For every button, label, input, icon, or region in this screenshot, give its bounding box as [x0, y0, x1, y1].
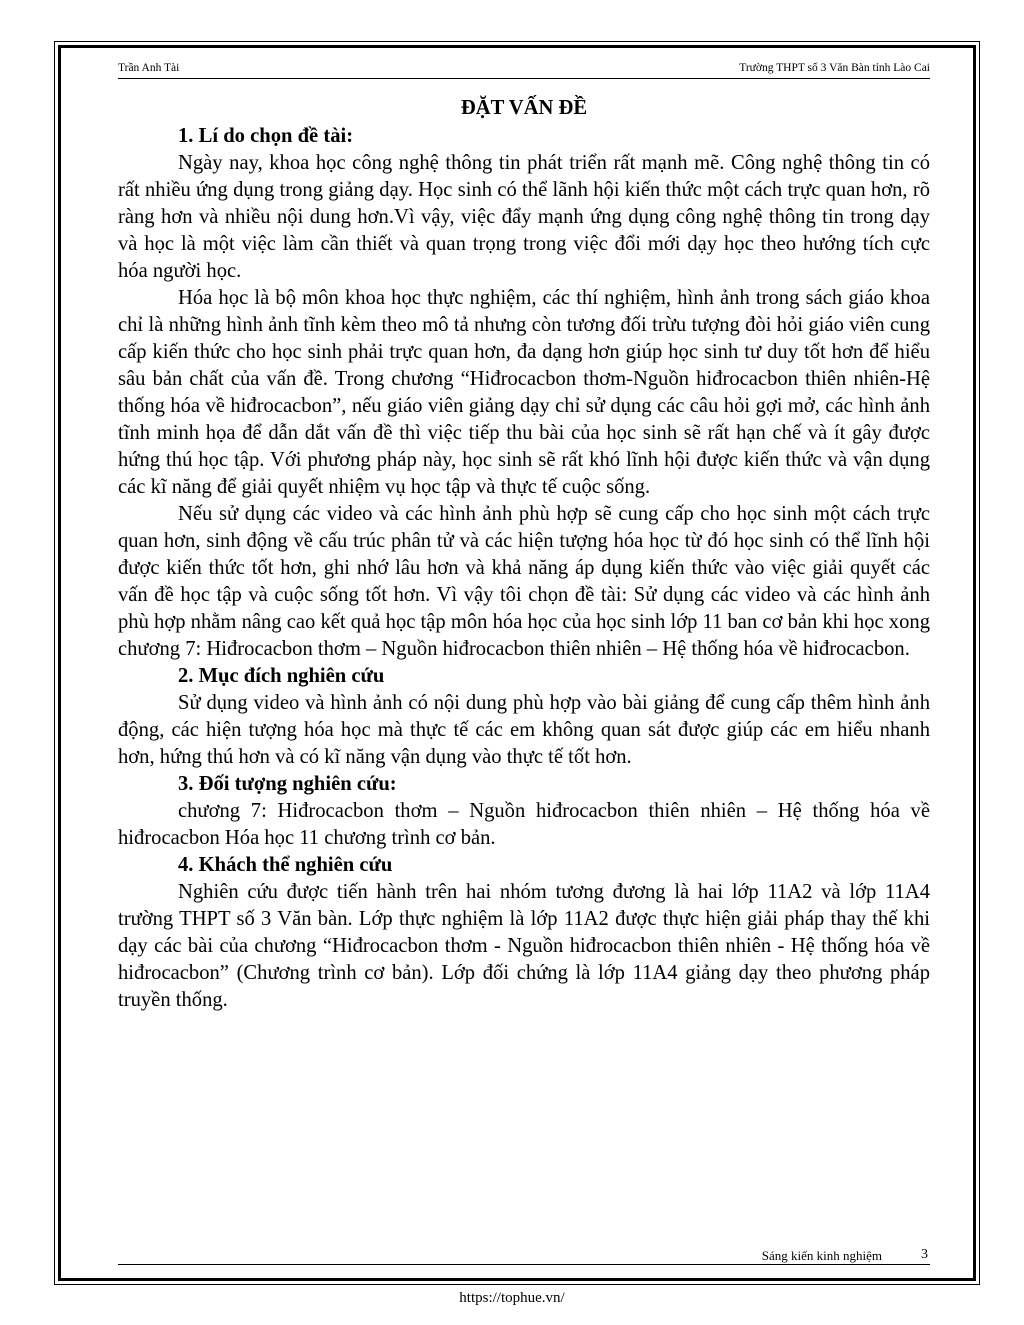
- page-number: 3: [921, 1247, 928, 1262]
- footer-label: Sáng kiến kinh nghiệm: [761, 1248, 882, 1263]
- section-heading: 3. Đối tượng nghiên cứu:: [178, 773, 397, 795]
- document-body: [118, 93, 930, 1014]
- page-footer: [118, 1246, 930, 1265]
- paragraph: Nghiên cứu được tiến hành trên hai nhóm tương đương là hai lớp 11A2 và lớp 11A4 trường THPT số 3 Văn bàn. Lớp thực nghiệm là lớp 11A2 được thực hiện giải pháp thay thế khi dạy các bài của chương “Hiđrocacbon thơm - Nguồn hiđrocacbon thiên nhiên - Hệ thống hóa về hiđrocacbon” (Chương trình cơ bản). Lớp đối chứng là lớp 11A4 giảng dạy theo phương pháp truyền thống.: [118, 881, 930, 1011]
- page-header: [118, 62, 930, 79]
- section-heading: 2. Mục đích nghiên cứu: [178, 665, 385, 687]
- header-school: Trường THPT số 3 Văn Bàn tỉnh Lào Cai: [739, 62, 930, 74]
- source-url: https://tophue.vn/: [459, 1290, 565, 1306]
- paragraph: Ngày nay, khoa học công nghệ thông tin phát triển rất mạnh mẽ. Công nghệ thông tin có rất nhiều ứng dụng trong giảng dạy. Học sinh có thể lãnh hội kiến thức một cách trực quan hơn, rõ ràng hơn và nhiều nội dung hơn.Vì vậy, việc đẩy mạnh ứng dụng công nghệ thông tin trong dạy và học là một việc làm cần thiết và quan trọng trong việc đổi mới dạy học theo hướng tích cực hóa người học.: [118, 152, 930, 282]
- header-author: Trần Anh Tài: [118, 62, 180, 74]
- paragraph: Hóa học là bộ môn khoa học thực nghiệm, các thí nghiệm, hình ảnh trong sách giáo khoa chỉ là những hình ảnh tĩnh kèm theo mô tả nhưng còn tương đối trừu tượng đòi hỏi giáo viên cung cấp kiến thức cho học sinh phải trực quan hơn, đa dạng hơn giúp học sinh tư duy tốt hơn để hiểu sâu bản chất của vấn đề. Trong chương “Hiđrocacbon thơm-Nguồn hiđrocacbon thiên nhiên-Hệ thống hóa về hiđrocacbon”, nếu giáo viên giảng dạy chỉ sử dụng các câu hỏi gợi mở, các hình ảnh tĩnh minh họa để dẫn dắt vấn đề thì việc tiếp thu bài của học sinh sẽ rất hạn chế và ít gây được hứng thú học tập. Với phương pháp này, học sinh sẽ rất khó lĩnh hội được kiến thức và vận dụng các kĩ năng để giải quyết nhiệm vụ học tập và thực tế cuộc sống.: [118, 287, 930, 498]
- paragraph: Sử dụng video và hình ảnh có nội dung phù hợp vào bài giảng để cung cấp thêm hình ảnh động, các hiện tượng hóa học mà thực tế các em không quan sát được giúp các em hiểu nhanh hơn, hứng thú hơn và có kĩ năng vận dụng vào thực tế tốt hơn.: [118, 692, 930, 768]
- section-heading: 1. Lí do chọn đề tài:: [178, 125, 354, 147]
- section-heading: 4. Khách thể nghiên cứu: [178, 854, 393, 876]
- paragraph: chương 7: Hiđrocacbon thơm – Nguồn hiđrocacbon thiên nhiên – Hệ thống hóa về hiđrocacbon Hóa học 11 chương trình cơ bản.: [118, 800, 930, 849]
- document-title: ĐẶT VẤN ĐỀ: [460, 97, 588, 119]
- paragraph: Nếu sử dụng các video và các hình ảnh phù hợp sẽ cung cấp cho học sinh một cách trực quan hơn, sinh động về cấu trúc phân tử và các hiện tượng hóa học từ đó học sinh có thể lĩnh hội được kiến thức tốt hơn, ghi nhớ lâu hơn và khả năng áp dụng kiến thức vào việc giải quyết các vấn đề học tập và cuộc sống tốt hơn. Vì vậy tôi chọn đề tài: Sử dụng các video và các hình ảnh phù hợp nhằm nâng cao kết quả học tập môn hóa học của học sinh lớp 11 ban cơ bản khi học xong chương 7: Hiđrocacbon thơm – Nguồn hiđrocacbon thiên nhiên – Hệ thống hóa về hiđrocacbon.: [118, 503, 930, 660]
